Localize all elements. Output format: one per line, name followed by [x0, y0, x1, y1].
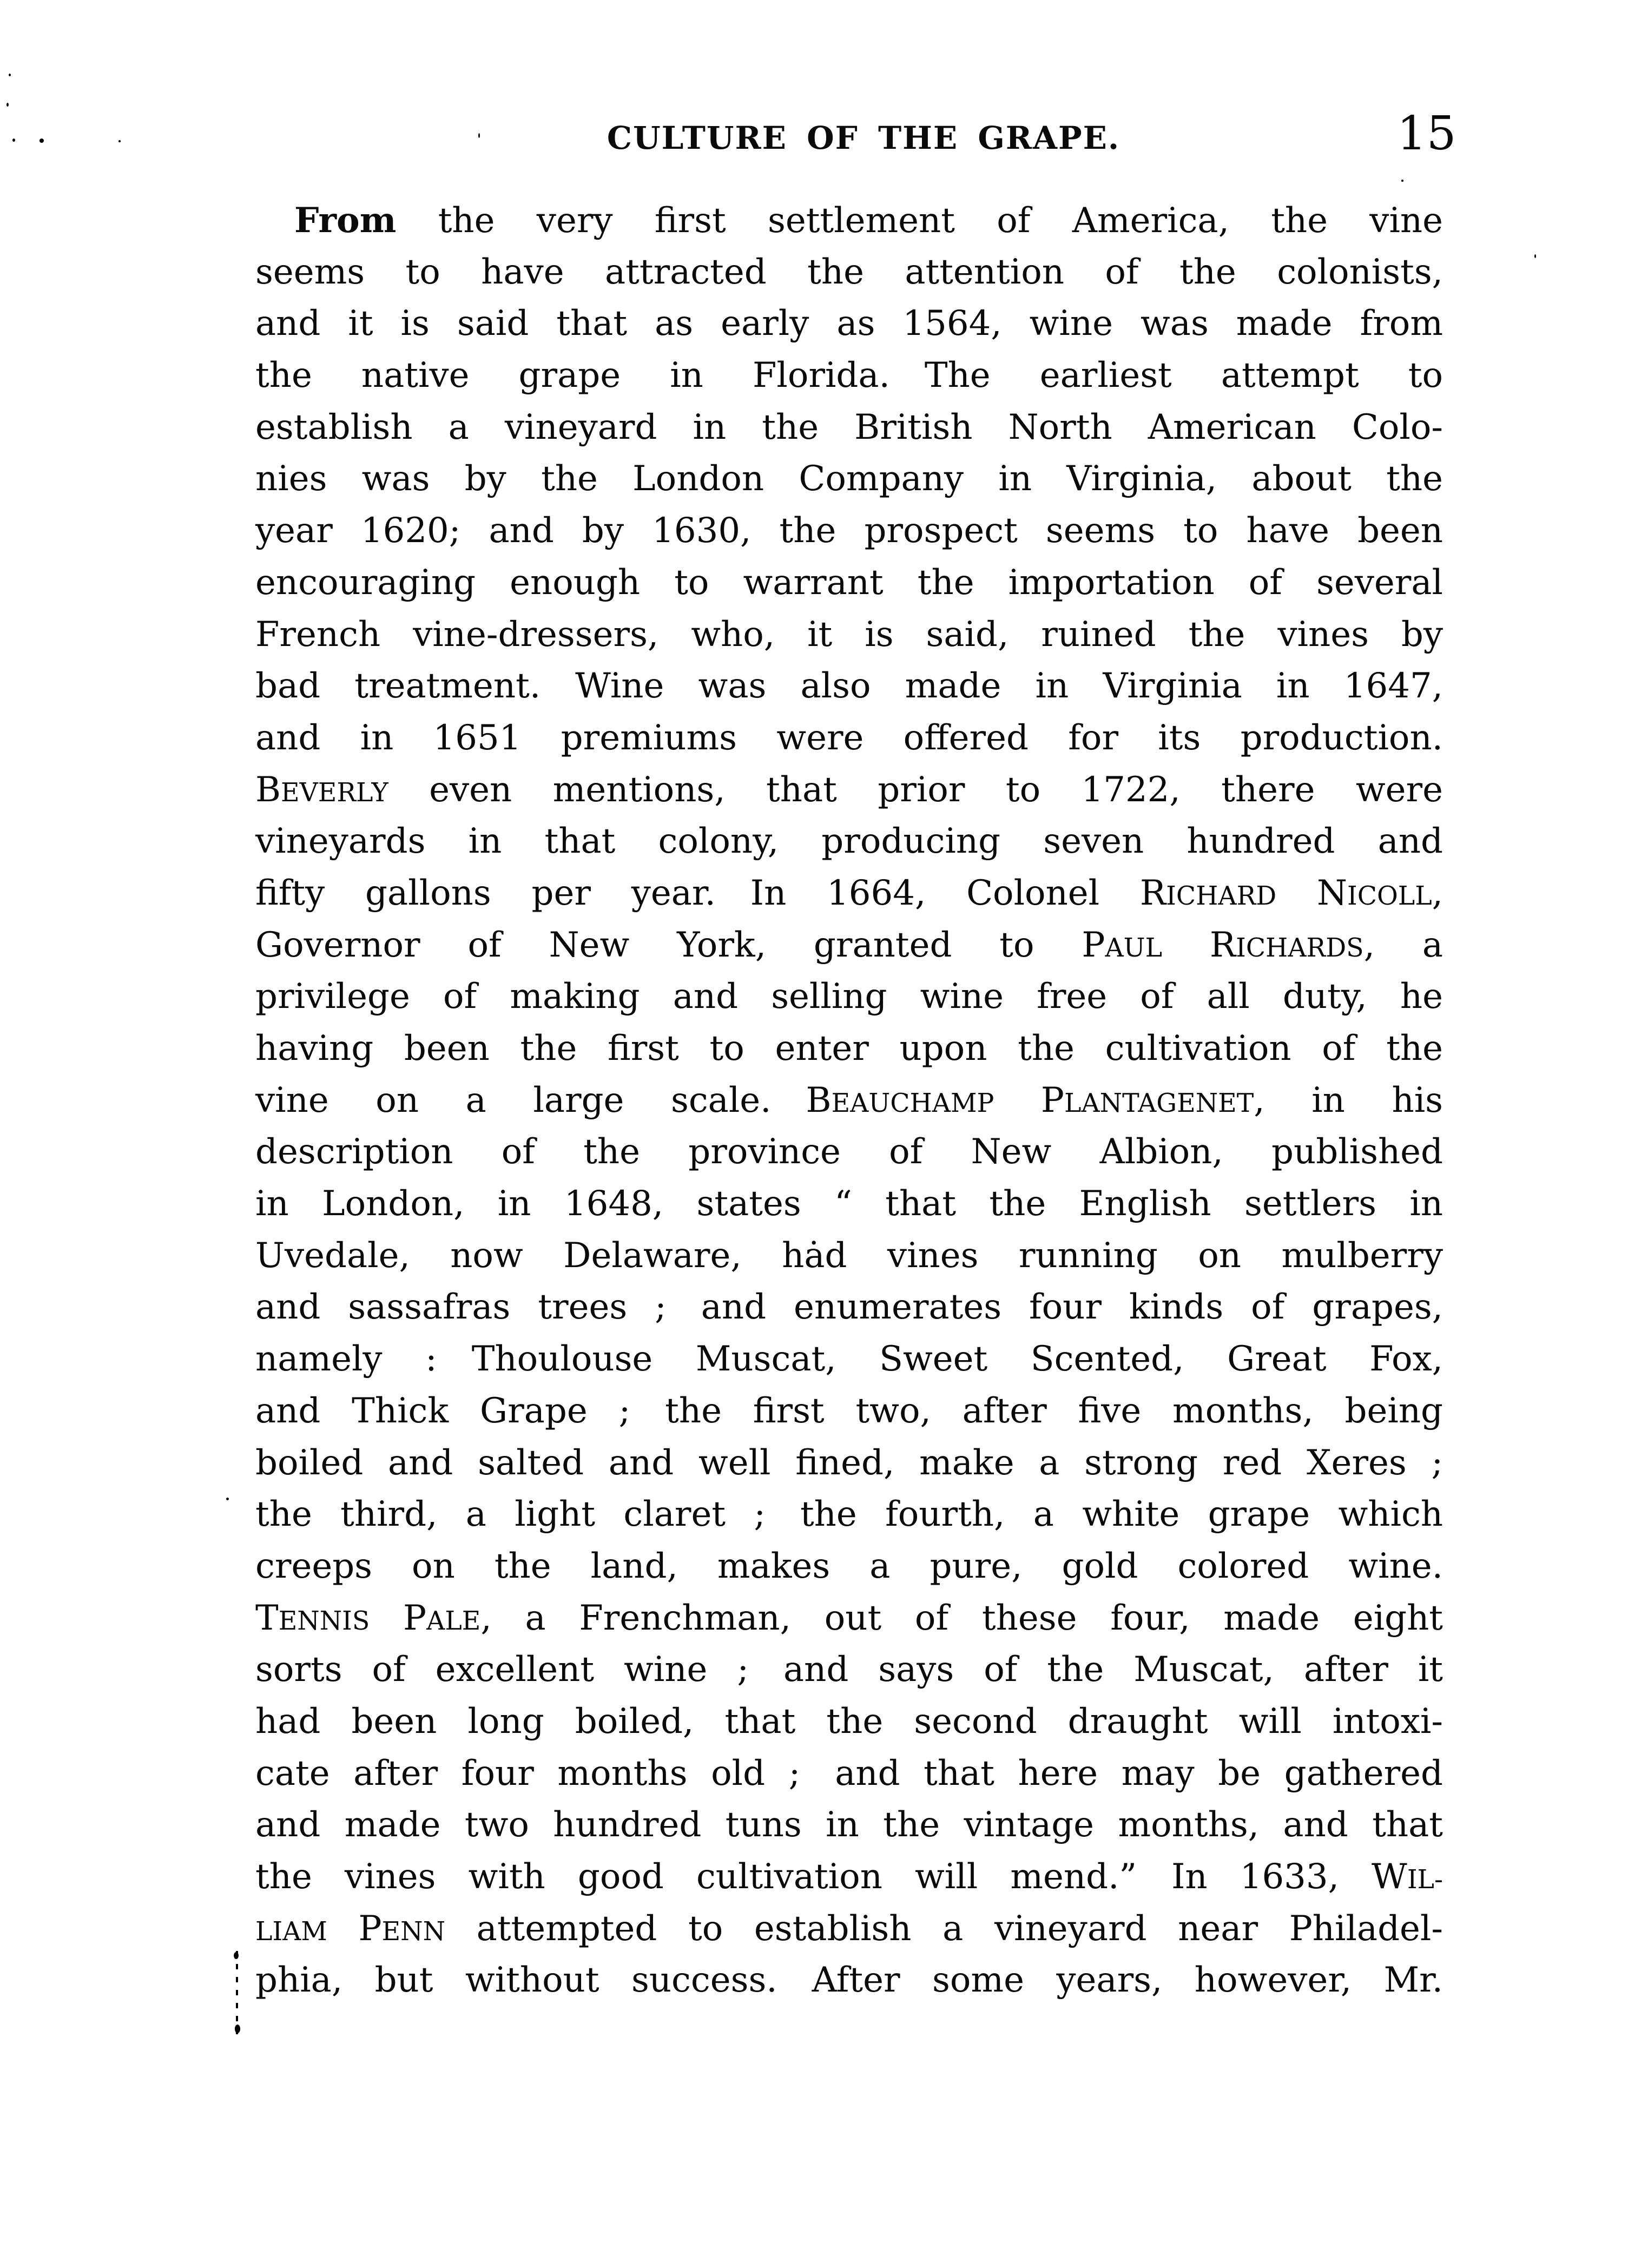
text-segment: and Thick Grape ; the first two, after five months, being [255, 1390, 1443, 1431]
page-number: 15 [1397, 107, 1456, 161]
text-segment: establish a vineyard in the British North American Colo- [255, 407, 1443, 447]
text-segment: P [994, 1080, 1064, 1120]
text-segment: LANTAGENET [1064, 1088, 1254, 1118]
text-line [255, 661, 1443, 713]
text-segment: cate after four months old ; and that here may be gathered [255, 1753, 1443, 1794]
text-segment: EVERLY [281, 777, 388, 808]
text-segment: AUL [1105, 933, 1163, 963]
text-line [255, 868, 1443, 920]
text-segment: boiled and salted and well fined, make a strong red Xeres ; [255, 1442, 1443, 1483]
scan-speckle [9, 74, 11, 76]
text-segment: IL- [1407, 1865, 1443, 1895]
text-segment: French vine-dressers, who, it is said, ruined the vines by [255, 614, 1443, 655]
text-segment: and it is said that as early as 1564, wine was made from [255, 304, 1443, 344]
scan-speckle [6, 103, 9, 107]
text-segment: in London, in 1648, states “ that the English settlers in [255, 1184, 1443, 1224]
text-segment: LIAM [255, 1916, 327, 1947]
body-text [255, 195, 1443, 2007]
text-segment: namely : Thoulouse Muscat, Sweet Scented, Great Fox, [255, 1339, 1443, 1380]
text-line [255, 920, 1443, 972]
scan-speckle [226, 1498, 229, 1500]
text-segment: ICHARDS [1236, 933, 1364, 963]
text-line [255, 713, 1443, 764]
text-line [255, 1230, 1443, 1282]
text-segment: and in 1651 premiums were offered for its production. [255, 717, 1443, 758]
text-segment: encouraging enough to warrant the importation of several [255, 562, 1443, 603]
text-segment: sorts of excellent wine ; and says of the Muscat, after it [255, 1650, 1443, 1690]
text-line [255, 1438, 1443, 1489]
text-line [255, 1593, 1443, 1645]
text-segment: fifty gallons per year. In 1664, Colonel R [255, 873, 1166, 913]
text-segment: , a [1363, 925, 1444, 965]
text-line [255, 609, 1443, 661]
scan-speckle [1534, 254, 1536, 258]
text-line [255, 1955, 1443, 2007]
text-line [255, 1075, 1443, 1127]
text-segment: vineyards in that colony, producing seven hundred and [255, 821, 1443, 862]
text-line [255, 1696, 1443, 1748]
text-segment: phia, but without success. After some years, however, Mr. [255, 1960, 1443, 2001]
scan-speckle [1401, 180, 1403, 182]
text-segment: R [1162, 925, 1236, 965]
text-line [255, 402, 1443, 454]
text-line [255, 505, 1443, 557]
text-segment: ENNIS [278, 1606, 370, 1636]
running-title: CULTURE OF THE GRAPE. [607, 120, 1121, 156]
text-line [255, 816, 1443, 868]
text-segment: even mentions, that prior to 1722, there were [388, 769, 1443, 810]
text-segment: N [1276, 873, 1347, 913]
text-segment: creeps on the land, makes a pure, gold colored wine. [255, 1546, 1443, 1586]
text-line [255, 195, 1443, 247]
text-line [255, 1799, 1443, 1851]
text-line [255, 557, 1443, 609]
text-line [255, 1023, 1443, 1075]
text-segment: nies was by the London Company in Virginia, about the [255, 459, 1443, 499]
text-segment: privilege of making and selling wine free of all duty, he [255, 977, 1443, 1017]
margin-pen-mark [236, 1951, 238, 2036]
margin-pen-mark-blob [234, 1952, 239, 1959]
scan-speckle [118, 140, 121, 142]
text-segment: P [327, 1908, 382, 1949]
text-segment: ICHARD [1166, 881, 1277, 911]
scan-speckle [478, 133, 480, 138]
text-line [255, 298, 1443, 350]
text-segment: had been long boiled, that the second draught will intoxi- [255, 1701, 1443, 1742]
text-line [255, 764, 1443, 816]
text-segment: the native grape in Florida. The earliest attempt to [255, 355, 1443, 396]
text-segment: Uvedale, now Delaware, hȧd vines running on mulberry [255, 1235, 1443, 1276]
text-segment: seems to have attracted the attention of the colonists, [255, 252, 1443, 292]
text-segment: From [294, 200, 397, 241]
text-segment: ENN [381, 1916, 446, 1947]
text-segment: the third, a light claret ; the fourth, a white grape which [255, 1494, 1443, 1535]
text-segment: P [370, 1598, 427, 1638]
text-line [255, 1334, 1443, 1386]
text-segment: vine on a large scale. B [255, 1080, 832, 1120]
text-line [255, 1178, 1443, 1230]
text-segment: attempted to establish a vineyard near Philadel- [445, 1908, 1444, 1949]
text-line [255, 350, 1443, 402]
text-line [255, 1282, 1443, 1334]
text-line [255, 1748, 1443, 1800]
text-line [255, 1386, 1443, 1438]
text-segment: and made two hundred tuns in the vintage months, and that [255, 1805, 1443, 1845]
text-segment: ALE [426, 1606, 481, 1636]
text-line [255, 247, 1443, 299]
text-line [255, 1644, 1443, 1696]
text-segment: Governor of New York, granted to P [255, 925, 1105, 965]
text-segment: , in his [1254, 1080, 1444, 1120]
text-segment: ICOLL [1347, 881, 1432, 911]
text-line [255, 1126, 1443, 1178]
text-line [255, 1541, 1443, 1593]
text-line [255, 1903, 1443, 1955]
text-segment: the very first settlement of America, the vine [396, 201, 1443, 241]
scan-speckle [39, 139, 44, 143]
text-segment: , a Frenchman, out of these four, made eight [480, 1598, 1444, 1638]
text-segment: year 1620; and by 1630, the prospect seems to have been [255, 511, 1443, 551]
text-segment: description of the province of New Albion, published [255, 1132, 1443, 1172]
text-line [255, 1489, 1443, 1541]
text-segment: bad treatment. Wine was also made in Virginia in 1647, [255, 666, 1443, 707]
margin-pen-mark-blob [235, 2025, 240, 2033]
text-segment: , [1432, 873, 1444, 913]
scan-speckle [12, 139, 15, 142]
text-segment: B [255, 769, 281, 810]
text-segment: the vines with good cultivation will mend.” In 1633, W [255, 1857, 1407, 1897]
text-segment: EAUCHAMP [831, 1088, 994, 1118]
text-segment: and sassafras trees ; and enumerates four kinds of grapes, [255, 1287, 1443, 1328]
text-line [255, 453, 1443, 505]
text-line [255, 971, 1443, 1023]
text-segment: T [255, 1598, 279, 1638]
text-line [255, 1851, 1443, 1903]
text-segment: having been the first to enter upon the cultivation of the [255, 1028, 1443, 1069]
